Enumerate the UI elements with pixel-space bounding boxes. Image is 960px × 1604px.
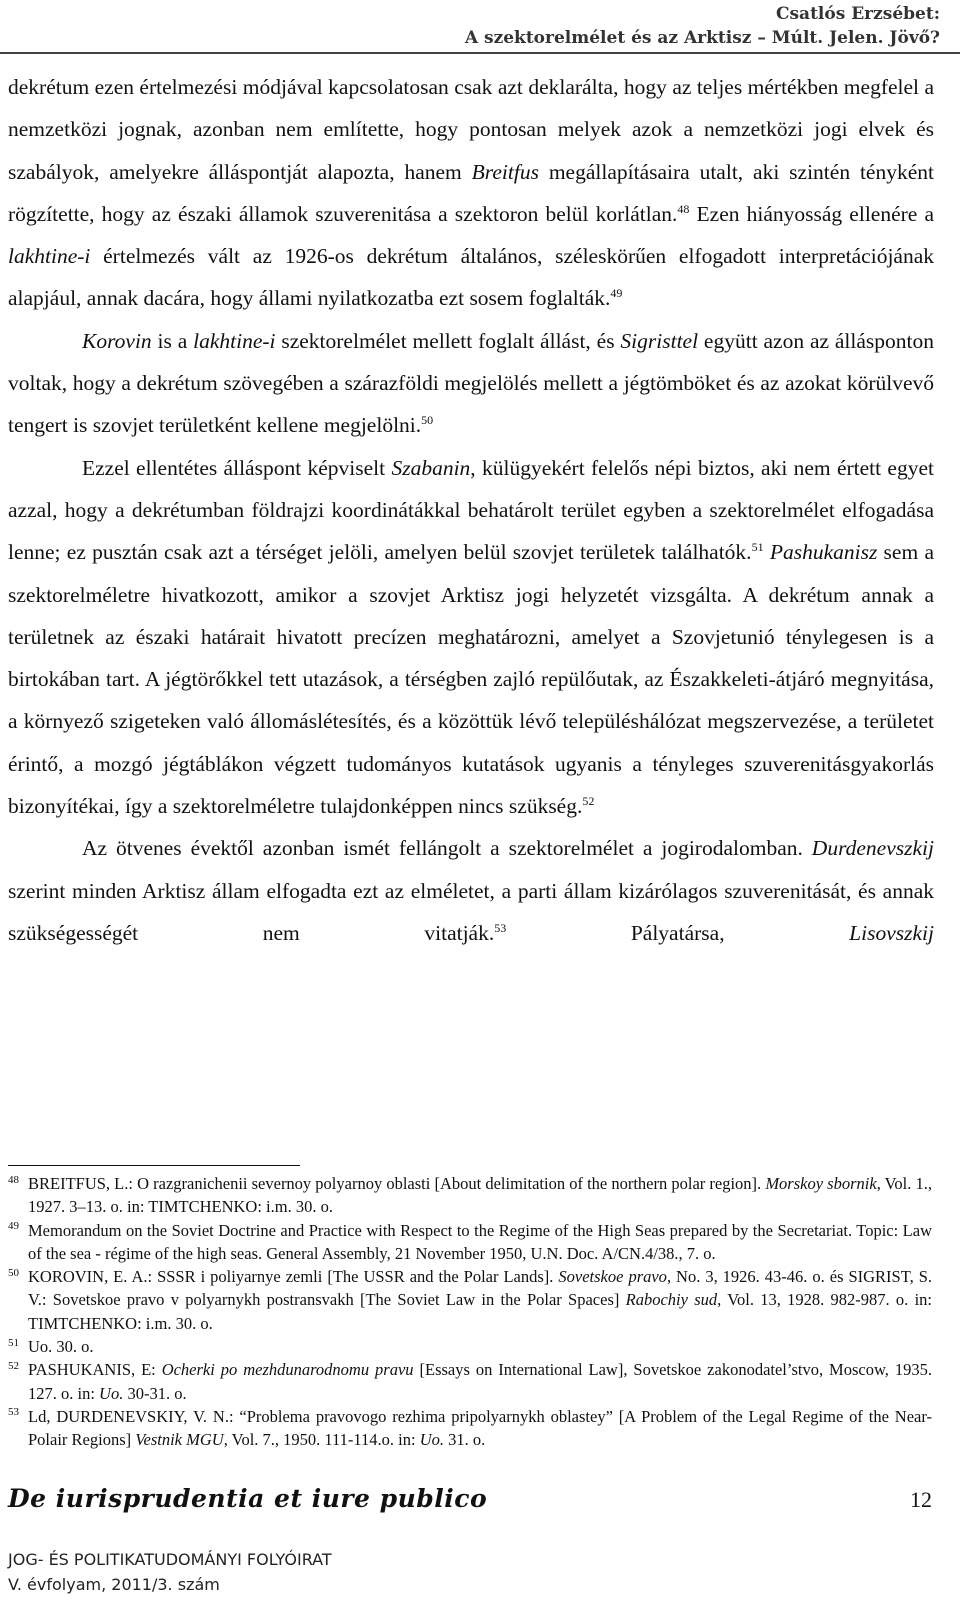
body-text bbox=[8, 66, 934, 954]
text-run: szerint minden Arktisz állam elfogadta ezt az elméletet, a parti állam kizárólagos szuverenitását, és annak szükségességét nem vitatják. bbox=[8, 878, 934, 945]
text-run: Az ötvenes évektől azonban ismét fellángolt a szektorelmélet a jogirodalomban. bbox=[82, 836, 812, 861]
text-run: , Vol. 13, 1928. 982-987. o. in: TIMTCHENKO: i.m. 30. o. bbox=[28, 1290, 932, 1333]
text-run: Ld, DURDENEVSKIY, V. N.: “Problema pravovogo rezhima pripolyarnykh oblastey” [A Problem of the Legal Regime of the Near-Polair Regions] bbox=[28, 1406, 932, 1450]
paragraph bbox=[8, 320, 934, 447]
text-run: együtt azon az állásponton voltak, hogy a dekrétum szövegében a szárazföldi megjelölés mellett a jégtömböket és az azokat körülvevő tengert is szovjet területként kellene megjelölni. bbox=[8, 328, 934, 438]
footnote-ref: 49 bbox=[610, 286, 623, 301]
text-run: , Vol. 1., 1927. 3–13. o. in: TIMTCHENKO: i.m. 30. o. bbox=[28, 1174, 933, 1217]
footnote-ref: 51 bbox=[751, 540, 764, 555]
footnote-ref: 53 bbox=[494, 920, 507, 935]
text-run: sem a szektorelméletre hivatkozott, amikor a szovjet Arktisz jogi helyzetét vizsgálta. A dekrétum annak a területnek az északi határait hivatott precízen meghatározni, amelyet a Szovjetunió ténylegesen is a birtokában tart. A jégtörőkkel tett utazások, a térségben zajló repülőutak, az Északkeleti-átjáró megnyitása, a környező szigeteken való állomáslétesítés, és a közöttük lévő településhálózat megszervezése, a területet érintő, a mozgó jégtáblákon végzett tudományos kutatások ugyanis a tényleges szuverenitásgyakorlás bizonyítékai, így a szektorelméletre tulajdonképpen nincs szükség. bbox=[8, 540, 934, 819]
italic-text: Korovin bbox=[82, 328, 152, 353]
italic-text: Sigristtel bbox=[620, 328, 699, 353]
text-run: értelmezés vált az 1926-os dekrétum általános, széleskörűen elfogadott interpretációjának alapjául, annak dacára, hogy állami nyilatkozatba ezt sosem foglalták. bbox=[8, 244, 934, 311]
italic-text: Breitfus bbox=[471, 159, 539, 184]
footnotes bbox=[8, 1172, 932, 1452]
text-run: dekrétum ezen értelmezési módjával kapcsolatosan csak azt deklarálta, hogy az teljes mértékben megfelel a nemzetközi jognak, azonban nem említette, hogy pontosan melyek azok a nemzetközi jogi elvek és szabályok, amelyekre álláspontját alapozta, hanem bbox=[8, 75, 934, 184]
journal-name: JOG- ÉS POLITIKATUDOMÁNYI FOLYÓIRAT bbox=[8, 1550, 332, 1569]
italic-text: Ocherki po mezhdunarodnomu pravu bbox=[161, 1360, 414, 1380]
footnote: $^{48}$ BREITFUS, L.: O razgranichenii severnoy polyarnoy oblasti [About delimitation of the northern polar region]. Morskoy sbornik, Vol. 1., 1927. 3–13. o. in: TIMTCHENKO: i.m. 30. o. bbox=[8, 1173, 933, 1217]
italic-text: Pashukanisz bbox=[769, 540, 878, 565]
text-run: , Vol. 7., 1950. 111-114.o. in: bbox=[223, 1430, 420, 1450]
footnote: $^{49}$ Memorandum on the Soviet Doctrine and Practice with Respect to the Regime of the High Seas prepared by the Secretariat. Topic: Law of the sea - régime of the high seas. General Assembly, 21 November 1950, U.N. Doc. A/CN.4/38., 7. o. bbox=[8, 1220, 932, 1263]
italic-text: Vestnik MGU bbox=[135, 1430, 224, 1450]
italic-text: Lisovszkij bbox=[849, 920, 934, 945]
text-run: megállapításaira utalt, aki szintén tényként rögzítette, hogy az északi államok szuverenitása a szektoron belül korlátlan. bbox=[8, 159, 934, 226]
footnote: $^{53}$ Ld, DURDENEVSKIY, V. N.: “Problema pravovogo rezhima pripolyarnykh oblastey” [A Problem of the Legal Regime of the Near-Polair Regions] Vestnik MGU, Vol. 7., 1950. 111-114.o. in: Uo. 31. o. bbox=[8, 1406, 932, 1450]
footnote: $^{50}$ KOROVIN, E. A.: SSSR i poliyarnye zemli [The USSR and the Polar Lands]. Sovetskoe pravo, No. 3, 1926. 43-46. o. és SIGRIST, S. V.: Sovetskoe pravo v polyarnykh postransvakh [The Soviet Law in the Polar Spaces] Rabochiy sud, Vol. 13, 1928. 982-987. o. in: TIMTCHENKO: i.m. 30. o. bbox=[8, 1266, 932, 1333]
text-run: Ezzel ellentétes álláspont képviselt bbox=[82, 455, 392, 480]
text-run: , No. 3, 1926. 43-46. o. és SIGRIST, S. V.: Sovetskoe pravo v polyarnykh postransvakh [The Soviet Law in the Polar Spaces] bbox=[28, 1267, 932, 1310]
text-run: Uo. 30. o. bbox=[28, 1337, 94, 1357]
text-run: KOROVIN, E. A.: SSSR i poliyarnye zemli [The USSR and the Polar Lands]. bbox=[28, 1267, 559, 1287]
text-run: is a bbox=[151, 328, 194, 353]
italic-text: Uo. bbox=[99, 1383, 124, 1403]
page-number: 12 bbox=[910, 1487, 932, 1512]
footnote: $^{51}$ Uo. 30. o. bbox=[8, 1336, 94, 1357]
text-run: , külügyekért felelős népi biztos, aki nem értett egyet azzal, hogy a dekrétumban földrajzi koordinátákkal behatárolt terület egyben a szektorelmélet elfogadása lenne; ez pusztán csak azt a térséget jelöli, amelyen belül szovjet területek találhatók. bbox=[8, 455, 934, 565]
text-run: [Essays on International Law], Sovetskoe zakonodatel’stvo, Moscow, 1935. 127. o. in: bbox=[28, 1360, 932, 1403]
italic-text: Morskoy sbornik bbox=[765, 1174, 877, 1193]
paragraph bbox=[8, 447, 934, 828]
footnote: $^{52}$ PASHUKANIS, E: Ocherki po mezhdunarodnomu pravu [Essays on International Law], Sovetskoe zakonodatel’stvo, Moscow, 1935. 127. o. in: Uo. 30-31. o. bbox=[8, 1359, 932, 1403]
running-header bbox=[465, 2, 940, 50]
paragraph bbox=[8, 827, 934, 954]
italic-text: Rabochiy sud bbox=[625, 1290, 718, 1310]
italic-text: Durdenevszkij bbox=[811, 836, 934, 861]
text-run: Memorandum on the Soviet Doctrine and Practice with Respect to the Regime of the High Seas prepared by the Secretariat. Topic: Law of the sea - régime of the high seas. General Assembly, 21 November 1950, U.N. Doc. A/CN.4/38., 7. o. bbox=[28, 1220, 932, 1263]
italic-text: lakhtine-i bbox=[193, 328, 276, 353]
text-run: Pályatársa, bbox=[506, 920, 850, 945]
italic-text: lakhtine-i bbox=[8, 244, 91, 269]
footnote-ref: 52 bbox=[582, 793, 595, 808]
text-run: szektorelmélet mellett foglalt állást, és bbox=[275, 328, 621, 353]
italic-text: Szabanin bbox=[391, 455, 471, 480]
header-rule bbox=[0, 52, 960, 54]
footnote-ref: 50 bbox=[421, 413, 434, 428]
italic-text: Uo. bbox=[419, 1430, 445, 1450]
header-title: A szektorelmélet és az Arktisz – Múlt. Jelen. Jövő? bbox=[464, 28, 940, 48]
header-author: Csatlós Erzsébet: bbox=[775, 4, 940, 24]
paragraph bbox=[8, 66, 934, 320]
text-run: Ezen hiányosság ellenére a bbox=[689, 201, 934, 226]
italic-text: Sovetskoe pravo bbox=[558, 1267, 667, 1287]
text-run: PASHUKANIS, E: bbox=[28, 1360, 162, 1380]
text-run: 30-31. o. bbox=[123, 1383, 187, 1403]
footnote-separator bbox=[8, 1165, 300, 1166]
text-run: BREITFUS, L.: O razgranichenii severnoy polyarnoy oblasti [About delimitation of the northern polar region]. bbox=[28, 1174, 766, 1193]
text-run: 31. o. bbox=[444, 1430, 486, 1450]
journal-script-title: De iurisprudentia et iure publico bbox=[8, 1484, 488, 1513]
journal-volume: V. évfolyam, 2011/3. szám bbox=[8, 1575, 220, 1594]
footnote-ref: 48 bbox=[677, 201, 690, 216]
